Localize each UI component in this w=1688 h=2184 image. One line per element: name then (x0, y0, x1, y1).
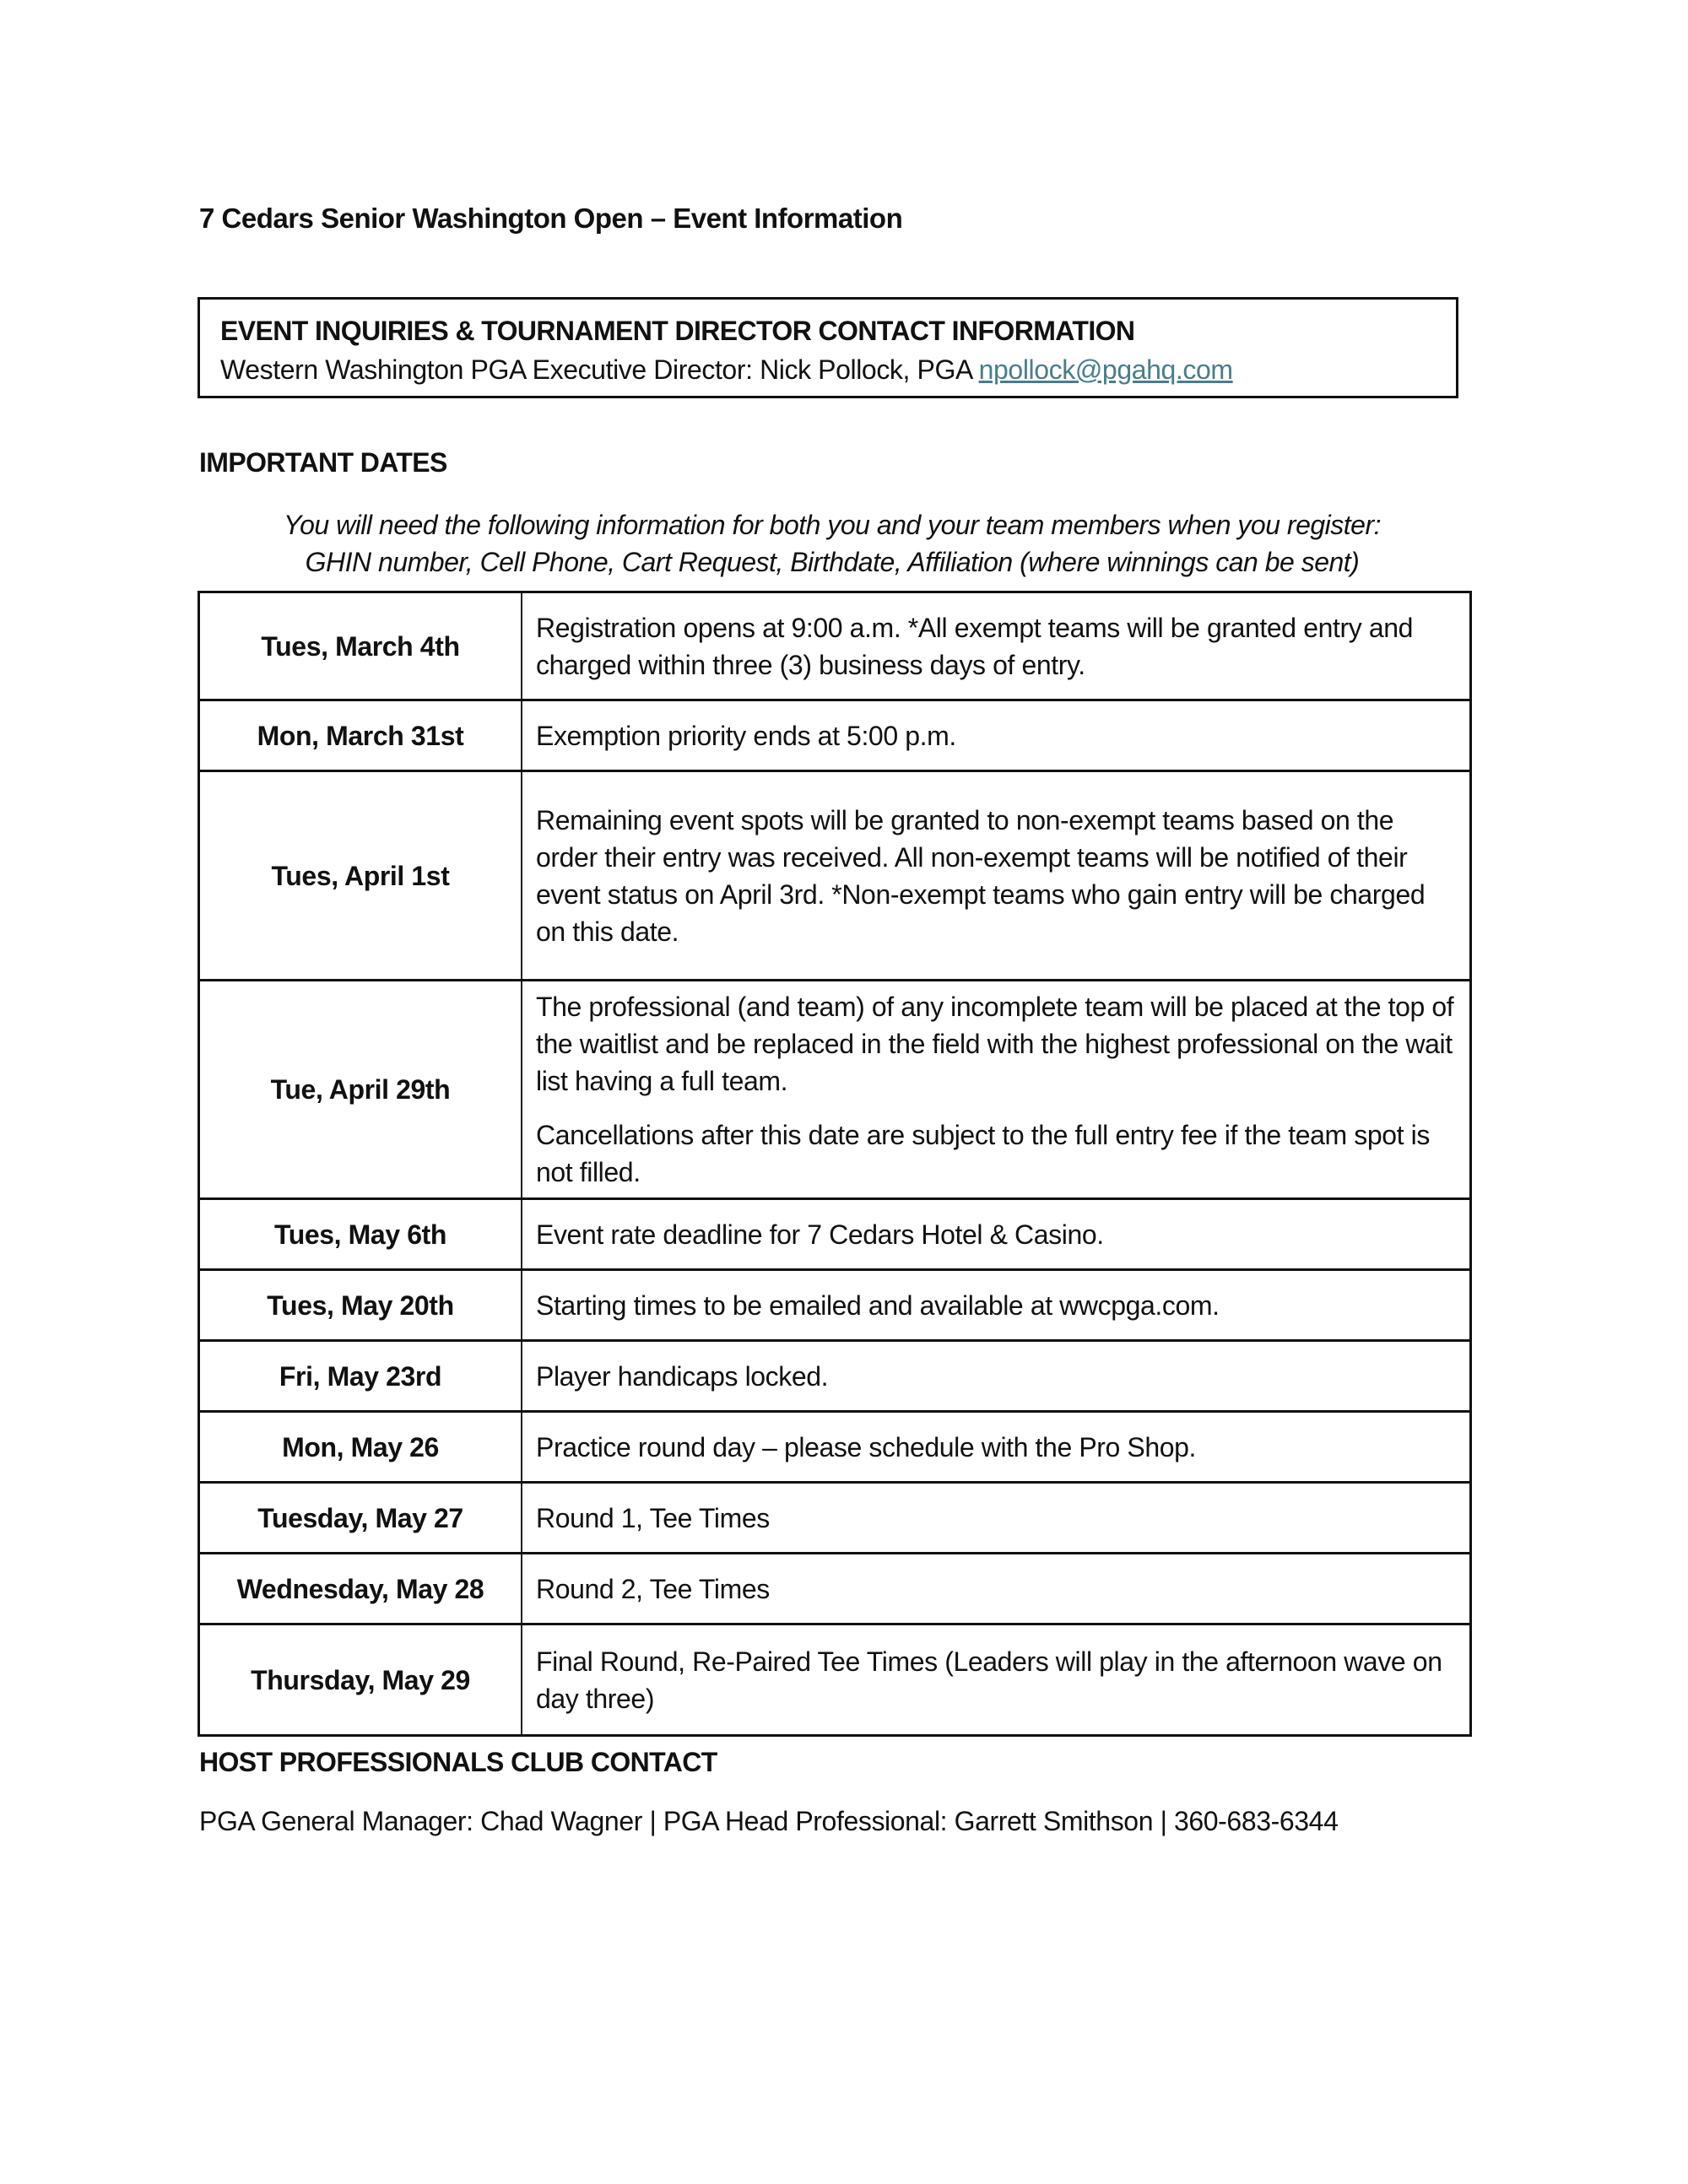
description-cell (522, 1412, 1471, 1483)
note-line-2: GHIN number, Cell Phone, Cart Request, Birthdate, Affiliation (where winnings can be sent) (305, 547, 1360, 577)
date-row (199, 700, 1471, 771)
contact-info-box (197, 297, 1458, 398)
date-cell: Wednesday, May 28 (199, 1554, 522, 1624)
date-row (199, 981, 1471, 1199)
date-row (199, 1341, 1471, 1412)
date-cell: Mon, March 31st (199, 700, 522, 771)
date-cell: Tues, May 6th (199, 1199, 522, 1270)
date-row (199, 1554, 1471, 1624)
date-row (199, 1483, 1471, 1554)
description-cell (522, 1199, 1471, 1270)
director-email-link[interactable]: npollock@pgahq.com (978, 354, 1233, 385)
description-cell (522, 1483, 1471, 1554)
description-paragraph: Cancellations after this date are subject to the full entry fee if the team spot is not filled. (536, 1120, 1430, 1187)
description-paragraph: Exemption priority ends at 5:00 p.m. (536, 720, 956, 751)
description-paragraph: Starting times to be emailed and available at wwcpga.com. (536, 1289, 1220, 1321)
description-cell (522, 1554, 1471, 1624)
executive-director-text: Western Washington PGA Executive Director: Nick Pollock, PGA (220, 354, 979, 385)
description-cell (522, 592, 1471, 700)
note-line-1: You will need the following information for both you and your team members when you register: (284, 510, 1381, 540)
host-contact-line: PGA General Manager: Chad Wagner | PGA Head Professional: Garrett Smithson | 360-683-6344 (199, 1806, 1339, 1836)
date-cell: Tues, March 4th (199, 592, 522, 700)
description-paragraph: Round 2, Tee Times (536, 1573, 770, 1604)
date-row (199, 1199, 1471, 1270)
date-row (199, 771, 1471, 981)
important-dates-table (197, 591, 1472, 1737)
description-paragraph: Registration opens at 9:00 a.m. *All exempt teams will be granted entry and charged within three (3) business days of entry. (536, 612, 1414, 680)
description-cell (522, 1624, 1471, 1736)
date-row (199, 592, 1471, 700)
description-cell (522, 1341, 1471, 1412)
date-cell: Tuesday, May 27 (199, 1483, 522, 1554)
date-row (199, 1624, 1471, 1736)
date-cell: Fri, May 23rd (199, 1341, 522, 1412)
registration-requirements-note (199, 506, 1465, 581)
description-paragraph: Event rate deadline for 7 Cedars Hotel & Casino. (536, 1219, 1104, 1250)
date-cell: Tues, May 20th (199, 1270, 522, 1341)
important-dates-heading: IMPORTANT DATES (199, 447, 447, 478)
date-cell: Thursday, May 29 (199, 1624, 522, 1736)
contact-box-heading: EVENT INQUIRIES & TOURNAMENT DIRECTOR CONTACT INFORMATION (220, 316, 1135, 346)
description-paragraph: Player handicaps locked. (536, 1360, 829, 1392)
description-paragraph: Final Round, Re-Paired Tee Times (Leaders will play in the afternoon wave on day three) (536, 1646, 1442, 1714)
description-cell (522, 771, 1471, 981)
page-title: 7 Cedars Senior Washington Open – Event Information (199, 203, 903, 234)
description-cell (522, 1270, 1471, 1341)
date-cell: Tues, April 1st (199, 771, 522, 981)
date-row (199, 1270, 1471, 1341)
date-cell: Tue, April 29th (199, 981, 522, 1199)
description-cell (522, 981, 1471, 1199)
date-row (199, 1412, 1471, 1483)
description-paragraph: Remaining event spots will be granted to non-exempt teams based on the order their entry was received. All non-exempt teams will be notified of their event status on April 3rd. *Non-exempt teams who gain entry will be charged on this date. (536, 804, 1426, 947)
executive-director-line (220, 350, 1436, 389)
host-contact-heading: HOST PROFESSIONALS CLUB CONTACT (199, 1747, 717, 1777)
description-paragraph: Practice round day – please schedule with the Pro Shop. (536, 1431, 1197, 1462)
description-paragraph: The professional (and team) of any incomplete team will be placed at the top of the waitlist and be replaced in the field with the highest professional on the wait list having a full team. (536, 992, 1454, 1096)
description-paragraph: Round 1, Tee Times (536, 1502, 770, 1533)
description-cell (522, 700, 1471, 771)
date-cell: Mon, May 26 (199, 1412, 522, 1483)
